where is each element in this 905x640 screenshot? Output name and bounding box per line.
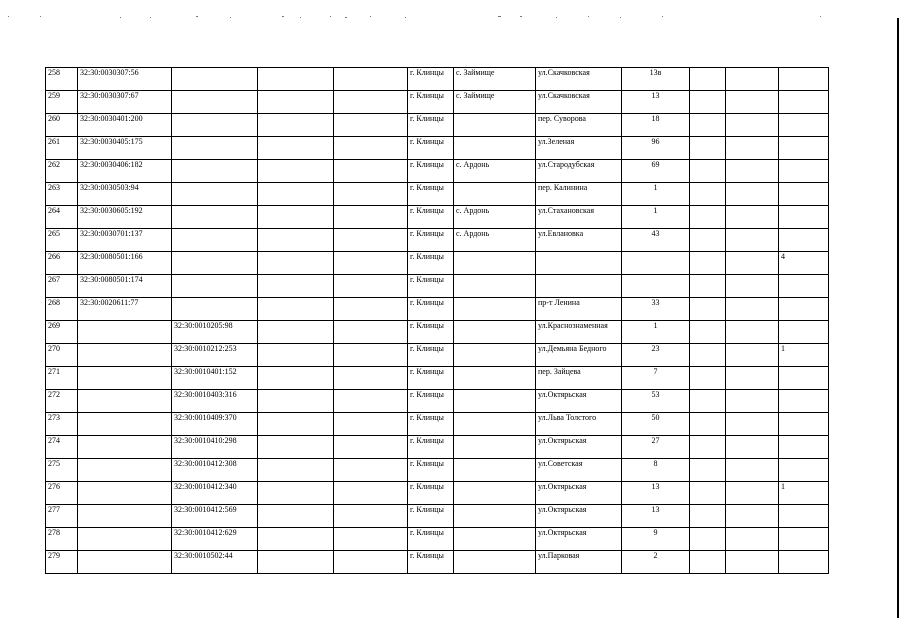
empty-cell [726,206,779,229]
empty-cell [690,482,726,505]
house-number-cell: 7 [622,367,690,390]
empty-cell [726,459,779,482]
count-cell [779,183,829,206]
cadastral-number-2-cell [172,114,258,137]
table-row [46,114,829,137]
empty-cell [726,275,779,298]
row-number-cell: 265 [46,229,78,252]
count-cell [779,459,829,482]
scan-noise-strip [0,14,905,20]
settlement-cell [454,183,536,206]
cadastral-number-2-cell [172,298,258,321]
empty-cell [690,252,726,275]
street-cell: ул.Октярьская [536,436,622,459]
table-row [46,551,829,574]
cadastral-number-2-cell [172,183,258,206]
cadastral-number-cell: 32:30:0080501:174 [78,275,172,298]
table-row [46,505,829,528]
cadastral-number-cell: 32:30:0030406:182 [78,160,172,183]
cadastral-number-cell [78,482,172,505]
empty-cell [258,229,334,252]
house-number-cell: 1 [622,321,690,344]
row-number-cell: 268 [46,298,78,321]
city-cell: г. Клинцы [408,436,454,459]
city-cell: г. Клинцы [408,160,454,183]
empty-cell [334,229,408,252]
cadastral-number-2-cell: 32:30:0010205:98 [172,321,258,344]
empty-cell [258,482,334,505]
count-cell: 4 [779,252,829,275]
empty-cell [334,206,408,229]
empty-cell [334,459,408,482]
empty-cell [258,114,334,137]
street-cell [536,252,622,275]
empty-cell [258,137,334,160]
empty-cell [258,367,334,390]
table-row [46,344,829,367]
street-cell: ул.Льва Толстого [536,413,622,436]
table-row [46,252,829,275]
empty-cell [334,482,408,505]
settlement-cell [454,114,536,137]
empty-cell [726,413,779,436]
city-cell: г. Клинцы [408,390,454,413]
count-cell [779,229,829,252]
settlement-cell [454,367,536,390]
city-cell: г. Клинцы [408,482,454,505]
city-cell: г. Клинцы [408,413,454,436]
row-number-cell: 264 [46,206,78,229]
cadastral-number-cell [78,459,172,482]
empty-cell [690,114,726,137]
empty-cell [334,505,408,528]
street-cell: пер. Суворова [536,114,622,137]
empty-cell [690,321,726,344]
settlement-cell: с. Ардонь [454,229,536,252]
table-row [46,137,829,160]
empty-cell [258,390,334,413]
street-cell: ул.Советская [536,459,622,482]
city-cell: г. Клинцы [408,206,454,229]
empty-cell [690,505,726,528]
count-cell [779,206,829,229]
house-number-cell: 96 [622,137,690,160]
empty-cell [690,206,726,229]
empty-cell [258,68,334,91]
empty-cell [258,505,334,528]
city-cell: г. Клинцы [408,275,454,298]
empty-cell [258,91,334,114]
empty-cell [726,91,779,114]
empty-cell [726,436,779,459]
settlement-cell [454,459,536,482]
city-cell: г. Клинцы [408,68,454,91]
empty-cell [726,160,779,183]
empty-cell [726,114,779,137]
empty-cell [334,275,408,298]
table-row [46,482,829,505]
count-cell [779,551,829,574]
cadastral-number-2-cell [172,229,258,252]
house-number-cell [622,252,690,275]
settlement-cell [454,344,536,367]
count-cell [779,160,829,183]
registry-table [45,67,829,574]
city-cell: г. Клинцы [408,551,454,574]
house-number-cell: 13 [622,482,690,505]
settlement-cell [454,298,536,321]
house-number-cell: 43 [622,229,690,252]
empty-cell [726,367,779,390]
settlement-cell [454,482,536,505]
empty-cell [726,137,779,160]
settlement-cell [454,528,536,551]
table-row [46,91,829,114]
empty-cell [258,528,334,551]
settlement-cell [454,321,536,344]
house-number-cell: 8 [622,459,690,482]
empty-cell [726,551,779,574]
city-cell: г. Клинцы [408,505,454,528]
row-number-cell: 262 [46,160,78,183]
empty-cell [690,91,726,114]
settlement-cell [454,252,536,275]
cadastral-number-cell: 32:30:0030401:200 [78,114,172,137]
cadastral-number-2-cell [172,68,258,91]
city-cell: г. Клинцы [408,183,454,206]
count-cell [779,114,829,137]
table-row [46,390,829,413]
empty-cell [334,344,408,367]
house-number-cell: 2 [622,551,690,574]
cadastral-number-2-cell: 32:30:0010410:298 [172,436,258,459]
street-cell: ул.Стародубская [536,160,622,183]
count-cell [779,298,829,321]
street-cell: ул.Демьяна Бедного [536,344,622,367]
settlement-cell [454,505,536,528]
empty-cell [726,252,779,275]
house-number-cell: 53 [622,390,690,413]
cadastral-number-cell: 32:30:0080501:166 [78,252,172,275]
cadastral-number-cell: 32:30:0030405:175 [78,137,172,160]
empty-cell [726,505,779,528]
empty-cell [690,459,726,482]
count-cell [779,68,829,91]
empty-cell [258,160,334,183]
table-row [46,367,829,390]
count-cell [779,436,829,459]
empty-cell [726,229,779,252]
count-cell [779,91,829,114]
cadastral-number-cell [78,505,172,528]
table-row [46,459,829,482]
street-cell: ул.Краснознаменная [536,321,622,344]
street-cell: ул.Скачковская [536,91,622,114]
empty-cell [258,206,334,229]
city-cell: г. Клинцы [408,528,454,551]
empty-cell [726,68,779,91]
city-cell: г. Клинцы [408,114,454,137]
empty-cell [690,413,726,436]
cadastral-number-cell: 32:30:0020611:77 [78,298,172,321]
cadastral-number-cell [78,390,172,413]
row-number-cell: 266 [46,252,78,275]
empty-cell [334,68,408,91]
cadastral-number-cell [78,413,172,436]
cadastral-number-cell [78,321,172,344]
cadastral-number-2-cell: 32:30:0010412:629 [172,528,258,551]
city-cell: г. Клинцы [408,229,454,252]
empty-cell [334,298,408,321]
table-row [46,298,829,321]
row-number-cell: 271 [46,367,78,390]
settlement-cell [454,390,536,413]
house-number-cell: 69 [622,160,690,183]
empty-cell [726,183,779,206]
table-row [46,275,829,298]
empty-cell [258,321,334,344]
house-number-cell: 18 [622,114,690,137]
scan-edge-line [897,18,899,618]
table-row [46,183,829,206]
house-number-cell: 13в [622,68,690,91]
settlement-cell [454,551,536,574]
empty-cell [258,436,334,459]
row-number-cell: 261 [46,137,78,160]
table-row [46,436,829,459]
house-number-cell: 1 [622,206,690,229]
city-cell: г. Клинцы [408,367,454,390]
cadastral-number-cell: 32:30:0030307:56 [78,68,172,91]
count-cell [779,390,829,413]
cadastral-number-cell: 32:30:0030701:137 [78,229,172,252]
cadastral-number-2-cell [172,160,258,183]
empty-cell [726,390,779,413]
cadastral-number-cell [78,436,172,459]
empty-cell [690,390,726,413]
house-number-cell: 33 [622,298,690,321]
empty-cell [334,413,408,436]
table-row [46,68,829,91]
cadastral-number-2-cell [172,91,258,114]
cadastral-number-cell [78,344,172,367]
street-cell: ул.Октярьская [536,482,622,505]
table-row [46,413,829,436]
row-number-cell: 273 [46,413,78,436]
row-number-cell: 270 [46,344,78,367]
table-row [46,160,829,183]
empty-cell [334,321,408,344]
empty-cell [334,390,408,413]
row-number-cell: 272 [46,390,78,413]
empty-cell [726,482,779,505]
settlement-cell: с. Ардонь [454,206,536,229]
city-cell: г. Клинцы [408,321,454,344]
row-number-cell: 276 [46,482,78,505]
empty-cell [690,298,726,321]
cadastral-number-2-cell [172,252,258,275]
empty-cell [690,68,726,91]
count-cell [779,367,829,390]
empty-cell [690,344,726,367]
empty-cell [258,252,334,275]
count-cell [779,137,829,160]
empty-cell [258,413,334,436]
empty-cell [334,160,408,183]
empty-cell [334,137,408,160]
cadastral-number-2-cell: 32:30:0010412:308 [172,459,258,482]
cadastral-number-2-cell: 32:30:0010412:569 [172,505,258,528]
row-number-cell: 269 [46,321,78,344]
row-number-cell: 278 [46,528,78,551]
count-cell [779,528,829,551]
count-cell [779,321,829,344]
street-cell: ул.Октярьская [536,528,622,551]
settlement-cell: с. Займище [454,68,536,91]
count-cell: 1 [779,482,829,505]
house-number-cell: 1 [622,183,690,206]
cadastral-number-2-cell: 32:30:0010412:340 [172,482,258,505]
cadastral-number-cell: 32:30:0030503:94 [78,183,172,206]
cadastral-number-cell: 32:30:0030307:67 [78,91,172,114]
house-number-cell: 13 [622,505,690,528]
empty-cell [726,344,779,367]
row-number-cell: 277 [46,505,78,528]
empty-cell [334,91,408,114]
street-cell: пер. Зайцева [536,367,622,390]
house-number-cell: 50 [622,413,690,436]
empty-cell [334,114,408,137]
row-number-cell: 258 [46,68,78,91]
count-cell [779,413,829,436]
row-number-cell: 275 [46,459,78,482]
street-cell: ул.Октярьская [536,505,622,528]
city-cell: г. Клинцы [408,252,454,275]
empty-cell [690,551,726,574]
count-cell [779,505,829,528]
cadastral-number-2-cell: 32:30:0010502:44 [172,551,258,574]
cadastral-number-cell [78,367,172,390]
cadastral-number-2-cell: 32:30:0010401:152 [172,367,258,390]
street-cell: ул.Евлановка [536,229,622,252]
cadastral-number-cell: 32:30:0030605:192 [78,206,172,229]
empty-cell [690,528,726,551]
house-number-cell [622,275,690,298]
count-cell: 1 [779,344,829,367]
cadastral-number-2-cell [172,275,258,298]
street-cell: ул.Парковая [536,551,622,574]
cadastral-number-cell [78,551,172,574]
empty-cell [258,275,334,298]
empty-cell [726,528,779,551]
cadastral-number-2-cell: 32:30:0010409:370 [172,413,258,436]
row-number-cell: 267 [46,275,78,298]
street-cell: ул.Скачковская [536,68,622,91]
empty-cell [258,459,334,482]
settlement-cell [454,413,536,436]
row-number-cell: 259 [46,91,78,114]
empty-cell [690,275,726,298]
cadastral-number-2-cell: 32:30:0010212:253 [172,344,258,367]
cadastral-number-2-cell: 32:30:0010403:316 [172,390,258,413]
cadastral-number-2-cell [172,137,258,160]
settlement-cell [454,275,536,298]
empty-cell [690,160,726,183]
empty-cell [334,528,408,551]
cadastral-number-2-cell [172,206,258,229]
settlement-cell: с. Займище [454,91,536,114]
empty-cell [258,298,334,321]
empty-cell [690,367,726,390]
empty-cell [258,551,334,574]
empty-cell [334,367,408,390]
city-cell: г. Клинцы [408,91,454,114]
table-row [46,229,829,252]
settlement-cell [454,137,536,160]
house-number-cell: 27 [622,436,690,459]
empty-cell [690,137,726,160]
empty-cell [258,183,334,206]
row-number-cell: 260 [46,114,78,137]
table-row [46,528,829,551]
empty-cell [690,229,726,252]
city-cell: г. Клинцы [408,298,454,321]
house-number-cell: 23 [622,344,690,367]
count-cell [779,275,829,298]
settlement-cell: с. Ардонь [454,160,536,183]
empty-cell [690,436,726,459]
table-row [46,206,829,229]
street-cell: ул.Зеленая [536,137,622,160]
street-cell: ул.Октярьская [536,390,622,413]
city-cell: г. Клинцы [408,344,454,367]
empty-cell [258,344,334,367]
empty-cell [334,252,408,275]
empty-cell [726,321,779,344]
row-number-cell: 279 [46,551,78,574]
settlement-cell [454,436,536,459]
empty-cell [334,436,408,459]
empty-cell [334,551,408,574]
row-number-cell: 263 [46,183,78,206]
house-number-cell: 13 [622,91,690,114]
empty-cell [334,183,408,206]
city-cell: г. Клинцы [408,459,454,482]
empty-cell [690,183,726,206]
street-cell: пр-т Ленина [536,298,622,321]
empty-cell [726,298,779,321]
street-cell: пер. Калинина [536,183,622,206]
street-cell [536,275,622,298]
cadastral-number-cell [78,528,172,551]
table-row [46,321,829,344]
registry-table-body [46,68,829,574]
city-cell: г. Клинцы [408,137,454,160]
row-number-cell: 274 [46,436,78,459]
house-number-cell: 9 [622,528,690,551]
street-cell: ул.Стахановская [536,206,622,229]
